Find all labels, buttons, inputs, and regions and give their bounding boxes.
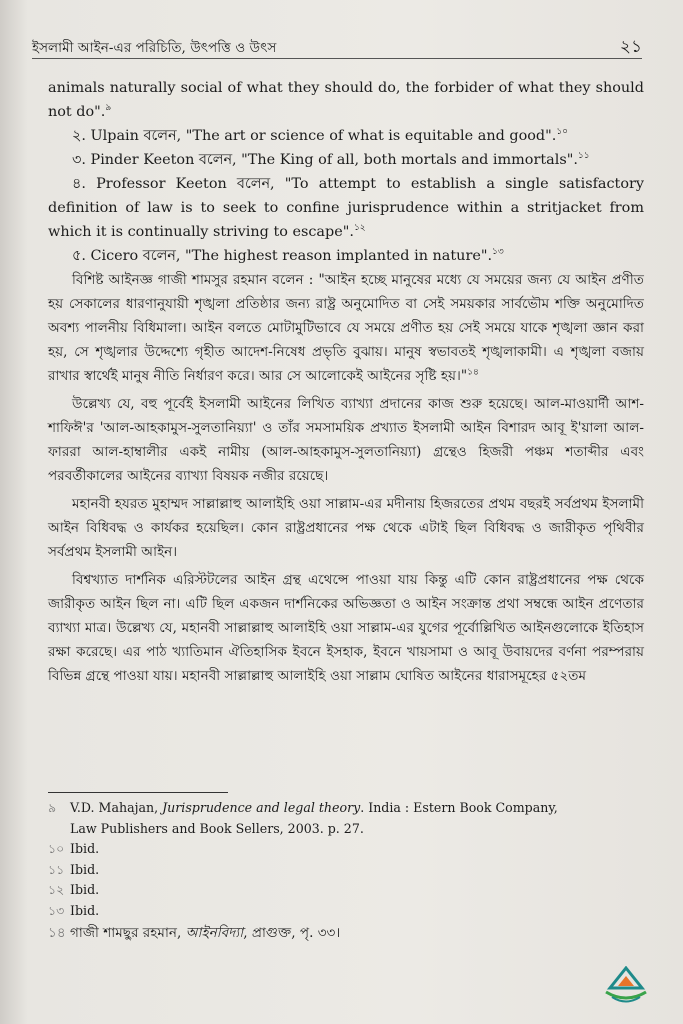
paragraph-1: animals naturally social of what they should do, the forbider of what they should not do".$^৯$ <box>48 80 644 120</box>
footnotes <box>48 798 644 945</box>
footnote-item: ১৩ Ibid. <box>48 902 100 918</box>
footnote-divider <box>48 792 228 793</box>
paragraph-8: মহানবী হযরত মুহাম্মদ সাল্লাল্লাহু আলাইহি ওয়া সাল্লাম-এর মদীনায় হিজরতের প্রথম বছরই সর্বপ্রথম ইসলামী আইন বিধিবদ্ধ ও কার্যকর হয়েছিল। কোন রাষ্ট্রপ্রধানের পক্ষ থেকে এটাই ছিল বিধিবদ্ধ ও জারীকৃত পৃথিবীর সর্বপ্রথম ইসলামী আইন। <box>48 496 644 560</box>
paragraph-5: ৫. Cicero বলেন, "The highest reason implanted in nature".$^{১৩}$ <box>72 247 504 264</box>
page-header <box>32 36 642 59</box>
footnote-item: ১০ Ibid. <box>48 841 100 856</box>
paragraph-4: ৪. Professor Keeton বলেন, "To attempt to establish a single satisfactory definition of law is to seek to confine jurisprudence within a stritjacket from which it is continually striving to escape".$^{১২}$ <box>48 176 644 240</box>
footnote-ref[interactable]: ১১ <box>577 151 590 162</box>
footnote-ref[interactable]: ৯ <box>105 103 112 114</box>
publisher-logo-icon <box>602 966 650 1004</box>
paragraph-7: উল্লেখ্য যে, বহু পূর্বেই ইসলামী আইনের লিখিত ব্যাখ্যা প্রদানের কাজ শুরু হয়েছে। আল-মাওয়ার্দী আশ-শাফিঈ'র 'আল-আহকামুস-সুলতানিয়্যা' ও তাঁর সমসাময়িক প্রখ্যাত ইসলামী আইন বিশারদ আবূ ই'য়ালা আল-ফাররা আল-হাম্বালীর একই নামীয় (আল-আহকামুস-সুলতানিয়্যা) গ্রন্থেও হিজরী পঞ্চম শতাব্দীর এবং পরবর্তীকালের আইনের ব্যাখ্যা বিষয়ক নজীর রয়েছে। <box>48 396 644 484</box>
footnote-item: ১৪ গাজী শামছুর রহমান, আইনবিদ্যা, প্রাগুক্ত, পৃ. ৩৩। <box>48 925 341 941</box>
running-head: ইসলামী আইন-এর পরিচিতি, উৎপত্তি ও উৎস <box>32 40 277 56</box>
paragraph-6: বিশিষ্ট আইনজ্ঞ গাজী শামসুর রহমান বলেন : "আইন হচ্ছে মানুষের মধ্যে যে সময়ের জন্য যে আইন প্রণীত হয় সেকালের ধারণানুযায়ী শৃঙ্খলা প্রতিষ্ঠার জন্য রাষ্ট্র অনুমোদিত বা সেই সময়কার সার্বভৌম শক্তি অনুমোদিত অবশ্য পালনীয় বিধিমালা। আইন বলতে মোটামুটিভাবে যে সময়ে প্রণীত হয় সেই সময়ে যাকে শৃঙ্খলা জ্ঞান করা হয়, সে শৃঙ্খলার উদ্দেশ্যে গৃহীত আদেশ-নিষেধ প্রভৃতি বুঝায়। মানুষ স্বভাবতই শৃঙ্খলাকামী। এ শৃঙ্খলা বজায় রাখার স্বার্থেই মানুষ নীতি নির্ধারণ করে। আর সে আলোকেই আইনের সৃষ্টি হয়।"$^{১৪}$ <box>48 272 644 384</box>
paragraph-9: বিশ্বখ্যাত দার্শনিক এরিস্টটলের আইন গ্রন্থ এথেন্সে পাওয়া যায় কিন্তু এটি কোন রাষ্ট্রপ্রধানের পক্ষ থেকে জারীকৃত আইন ছিল না। এটি ছিল একজন দার্শনিকের অভিজ্ঞতা ও আইন সংক্রান্ত প্রথা সম্বন্ধে আইন প্রণেতার ব্যাখ্যা মাত্র। উল্লেখ্য যে, মহানবী সাল্লাল্লাহু আলাইহি ওয়া সাল্লাম-এর যুগের পূর্বোল্লিখিত আইনগুলোকে ইতিহাস রক্ষা করেছে। এর পাঠ খ্যাতিমান ঐতিহাসিক ইবনে ইসহাক, ইবনে খায়সামা ও আবূ উবায়দের বর্ণনা পরম্পরায় বিভিন্ন গ্রন্থে পাওয়া যায়। মহানবী সাল্লাল্লাহু আলাইহি ওয়া সাল্লাম ঘোষিত আইনের ধারাসমূহের ৫২তম <box>48 572 644 684</box>
footnote-ref[interactable]: ১৩ <box>492 247 504 258</box>
paragraph-2: ২. Ulpain বলেন, "The art or science of what is equitable and good".$^{১০}$ <box>72 127 569 144</box>
paragraph-3: ৩. Pinder Keeton বলেন, "The King of all, both mortals and immortals".$^{১১}$ <box>72 151 590 168</box>
footnote-item: ১১ Ibid. <box>48 861 100 877</box>
footnote-ref[interactable]: ১২ <box>353 223 366 234</box>
footnote-ref[interactable]: ১০ <box>556 127 569 138</box>
footnote-item: ৯ V.D. Mahajan, Jurisprudence and legal theory. India : Estern Book Company, <box>48 800 558 815</box>
body-text <box>48 76 644 688</box>
footnote-item-continued: Law Publishers and Book Sellers, 2003. p. 27. <box>70 820 364 836</box>
footnote-ref[interactable]: ১৪ <box>467 367 479 378</box>
footnote-item: ১২ Ibid. <box>48 882 100 897</box>
page-number: ২১ <box>619 37 642 57</box>
